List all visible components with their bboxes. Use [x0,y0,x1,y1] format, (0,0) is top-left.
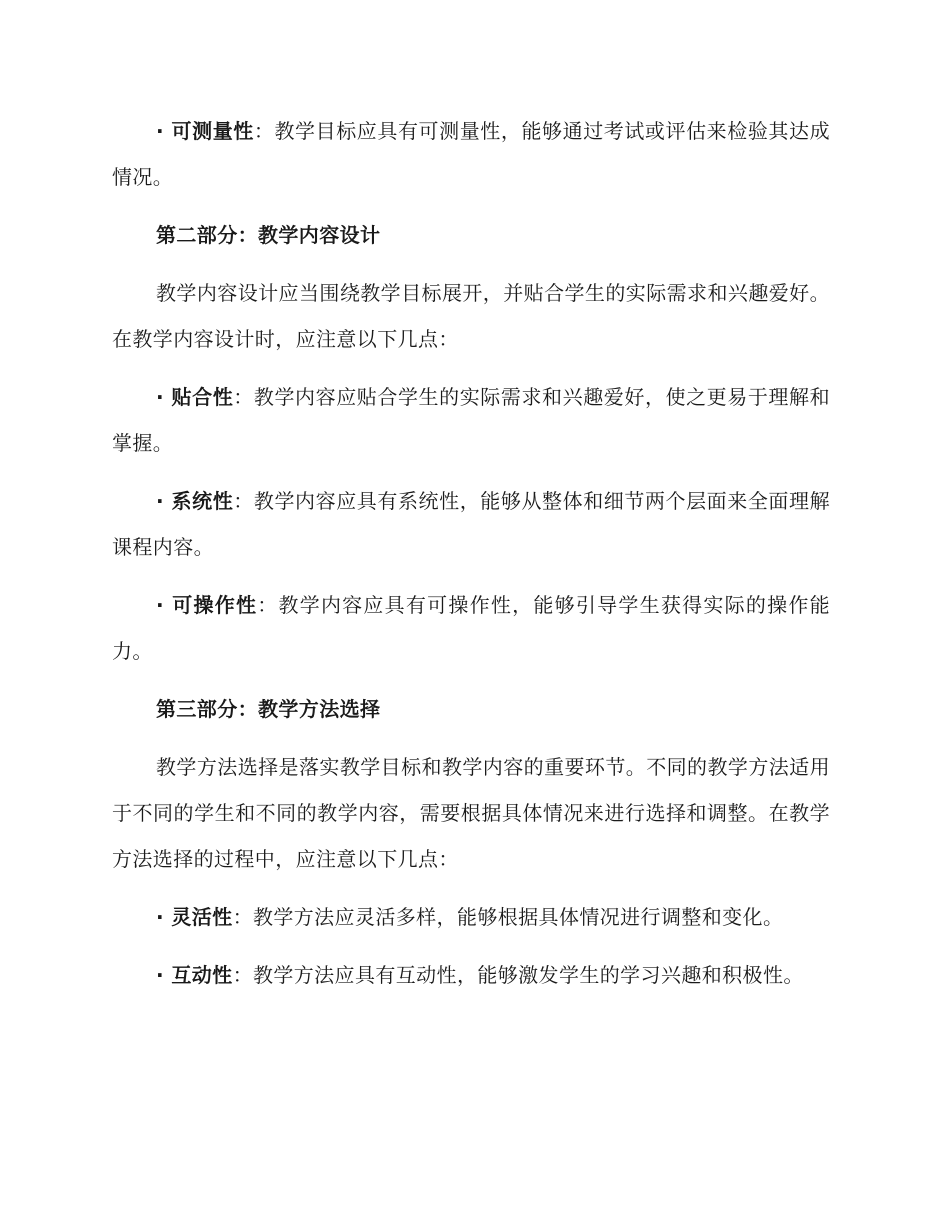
section3-intro: 教学方法选择是落实教学目标和教学内容的重要环节。不同的教学方法适用于不同的学生和不同的教学内容，需要根据具体情况来进行选择和调整。在教学方法选择的过程中，应注意以下几点： [112,755,830,871]
item-fit [112,374,830,466]
item-text: ：教学方法应灵活多样，能够根据具体情况进行调整和变化。 [232,905,784,929]
item-term: · 贴合性 [156,385,234,409]
item-operable [112,582,830,674]
document-page [112,108,830,1010]
item-text: ：教学内容应具有可操作性，能够引导学生获得实际的操作能力。 [112,593,830,663]
item-term: · 系统性 [156,489,234,513]
section3-heading: 第三部分：教学方法选择 [156,697,381,721]
item-interactive [112,952,830,998]
item-term: · 互动性 [156,963,233,987]
item-text: ：教学目标应具有可测量性，能够通过考试或评估来检验其达成情况。 [112,119,830,189]
section2-intro: 教学内容设计应当围绕教学目标展开，并贴合学生的实际需求和兴趣爱好。在教学内容设计时，应注意以下几点： [112,281,830,351]
item-term: · 可测量性 [156,119,254,143]
item-text: ：教学内容应具有系统性，能够从整体和细节两个层面来全面理解课程内容。 [112,489,830,559]
item-term: · 灵活性 [156,905,233,929]
section2-heading: 第二部分：教学内容设计 [156,223,381,247]
item-text: ：教学内容应贴合学生的实际需求和兴趣爱好，使之更易于理解和掌握。 [112,385,830,455]
item-text: ：教学方法应具有互动性，能够激发学生的学习兴趣和积极性。 [232,963,804,987]
item-term: · 可操作性 [156,593,258,617]
item-measurable [112,108,830,200]
item-flexible [112,894,830,940]
item-systematic [112,478,830,570]
